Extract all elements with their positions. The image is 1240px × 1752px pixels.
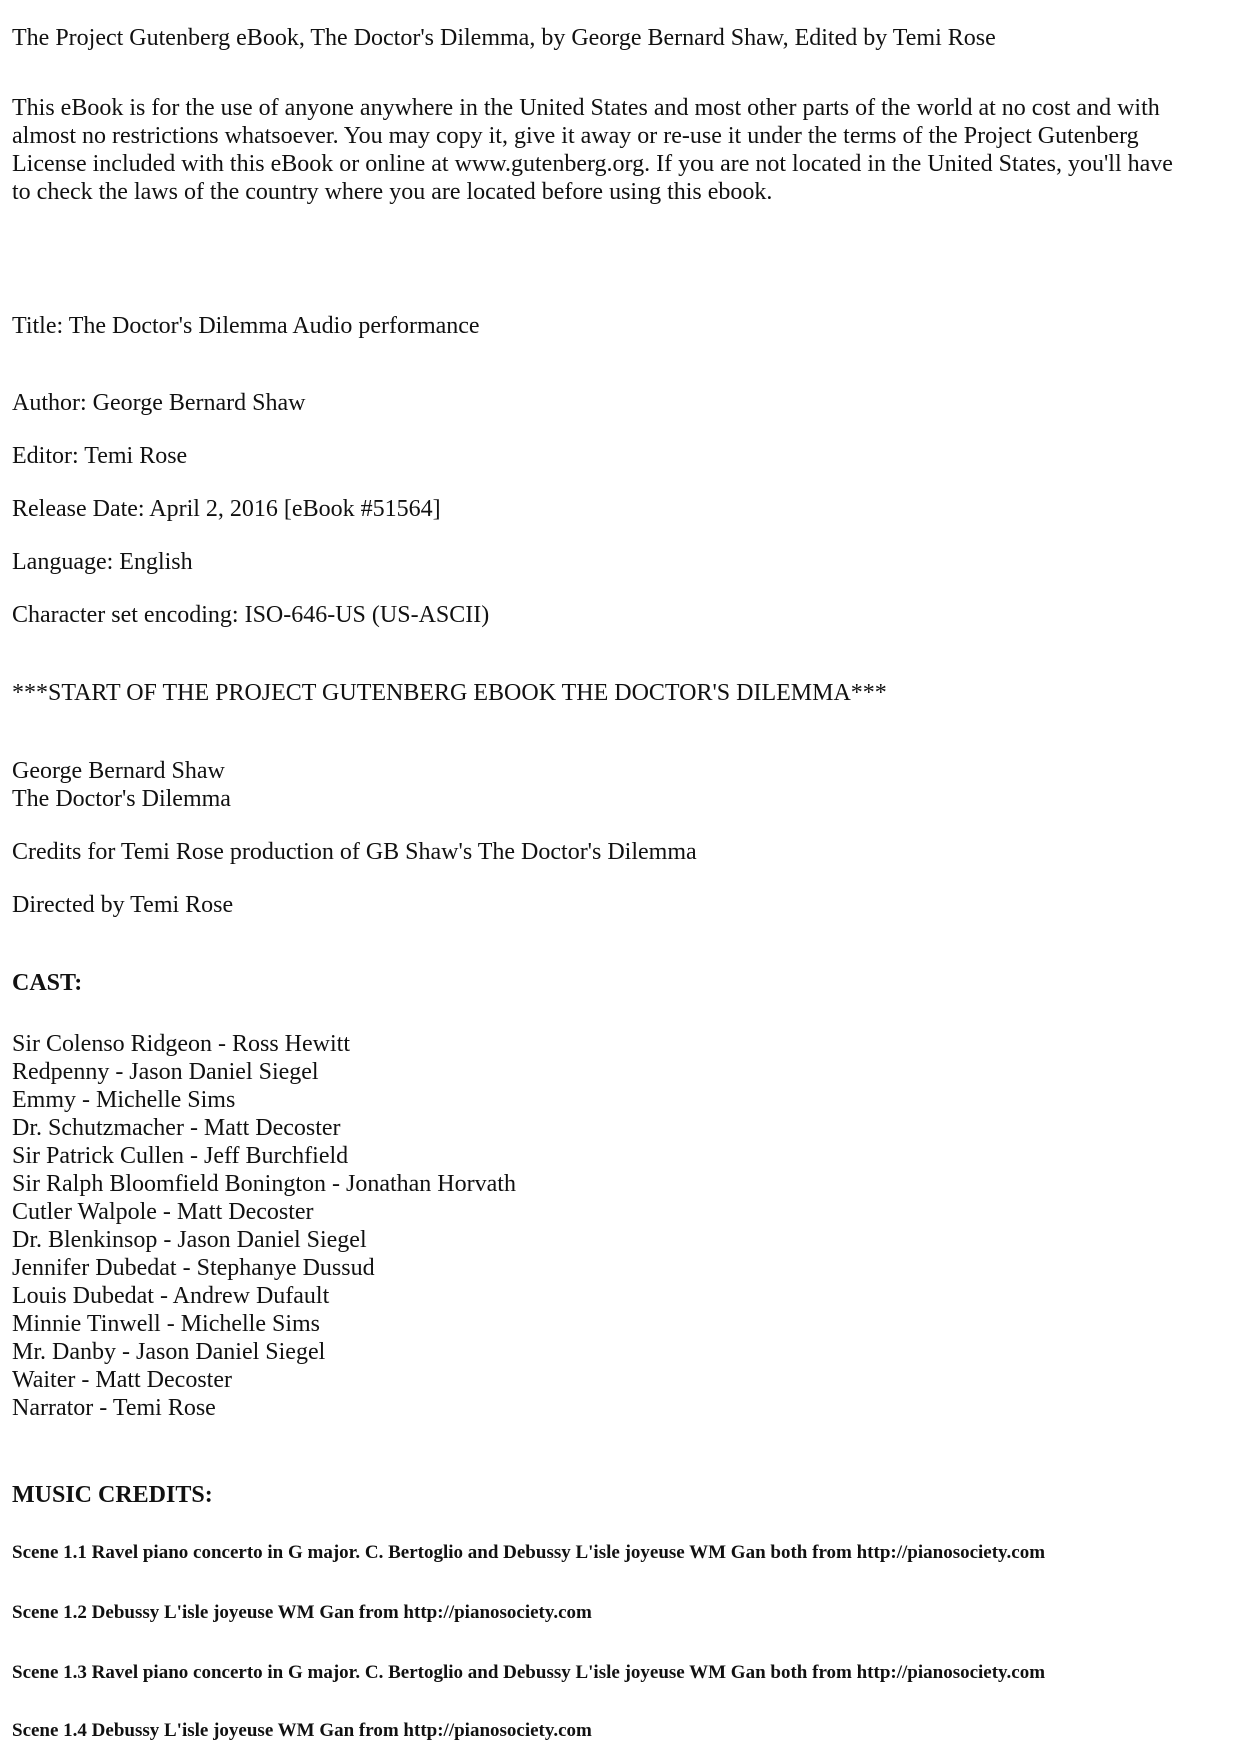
music-credit: Scene 1.2 Debussy L'isle joyeuse WM Gan from http://pianosociety.com bbox=[12, 1602, 592, 1623]
cast-item: Emmy - Michelle Sims bbox=[12, 1087, 236, 1113]
meta-encoding: Character set encoding: ISO-646-US (US-ASCII) bbox=[12, 602, 490, 628]
book-title: The Doctor's Dilemma bbox=[12, 786, 231, 812]
music-heading: MUSIC CREDITS: bbox=[12, 1482, 213, 1508]
meta-release-date: Release Date: April 2, 2016 [eBook #51564] bbox=[12, 496, 441, 522]
cast-item: Mr. Danby - Jason Daniel Siegel bbox=[12, 1339, 326, 1365]
cast-item: Sir Patrick Cullen - Jeff Burchfield bbox=[12, 1143, 349, 1169]
book-author: George Bernard Shaw bbox=[12, 758, 225, 784]
cast-item: Dr. Blenkinsop - Jason Daniel Siegel bbox=[12, 1227, 367, 1253]
cast-item: Redpenny - Jason Daniel Siegel bbox=[12, 1059, 319, 1085]
cast-item: Cutler Walpole - Matt Decoster bbox=[12, 1199, 314, 1225]
credits-line: Credits for Temi Rose production of GB Shaw's The Doctor's Dilemma bbox=[12, 839, 697, 865]
meta-language: Language: English bbox=[12, 549, 193, 575]
cast-item: Sir Ralph Bloomfield Bonington - Jonathan Horvath bbox=[12, 1171, 516, 1197]
music-credit: Scene 1.1 Ravel piano concerto in G major. C. Bertoglio and Debussy L'isle joyeuse WM Gan both from http://pianosociety.com bbox=[12, 1542, 1046, 1563]
cast-item: Jennifer Dubedat - Stephanye Dussud bbox=[12, 1255, 375, 1281]
license-line: License included with this eBook or online at www.gutenberg.org. If you are not located in the United States, you'll have bbox=[12, 151, 1173, 177]
cast-item: Dr. Schutzmacher - Matt Decoster bbox=[12, 1115, 341, 1141]
cast-item: Waiter - Matt Decoster bbox=[12, 1367, 232, 1393]
cast-heading: CAST: bbox=[12, 970, 83, 996]
start-marker: ***START OF THE PROJECT GUTENBERG EBOOK THE DOCTOR'S DILEMMA*** bbox=[12, 680, 887, 706]
header-line: The Project Gutenberg eBook, The Doctor's Dilemma, by George Bernard Shaw, Edited by Temi Rose bbox=[12, 25, 996, 51]
cast-item: Sir Colenso Ridgeon - Ross Hewitt bbox=[12, 1031, 351, 1057]
music-credit: Scene 1.4 Debussy L'isle joyeuse WM Gan from http://pianosociety.com bbox=[12, 1720, 592, 1741]
cast-item: Minnie Tinwell - Michelle Sims bbox=[12, 1311, 321, 1337]
meta-author: Author: George Bernard Shaw bbox=[12, 390, 306, 416]
meta-title: Title: The Doctor's Dilemma Audio performance bbox=[12, 313, 480, 339]
cast-item: Narrator - Temi Rose bbox=[12, 1395, 216, 1421]
license-line: almost no restrictions whatsoever. You may copy it, give it away or re-use it under the terms of the Project Gutenberg bbox=[12, 123, 1139, 149]
music-credit: Scene 1.3 Ravel piano concerto in G major. C. Bertoglio and Debussy L'isle joyeuse WM Gan both from http://pianosociety.com bbox=[12, 1662, 1046, 1683]
directed-by: Directed by Temi Rose bbox=[12, 892, 234, 918]
license-line: This eBook is for the use of anyone anywhere in the United States and most other parts of the world at no cost and with bbox=[12, 95, 1160, 121]
meta-editor: Editor: Temi Rose bbox=[12, 443, 188, 469]
license-line: to check the laws of the country where you are located before using this ebook. bbox=[12, 179, 773, 205]
cast-item: Louis Dubedat - Andrew Dufault bbox=[12, 1283, 330, 1309]
